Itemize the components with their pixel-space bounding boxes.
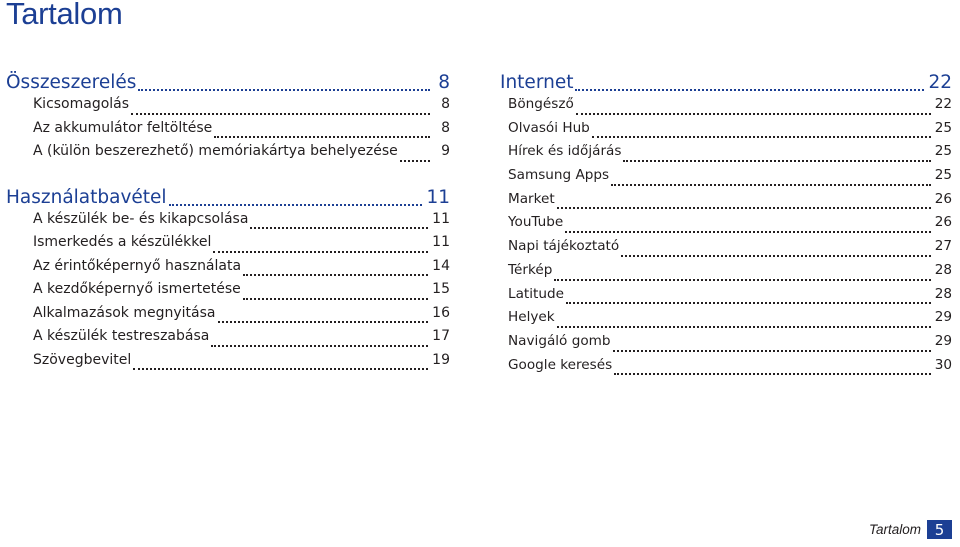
toc-entry-page: 27 [934,238,952,255]
toc-entry[interactable] [508,286,952,310]
toc-entry-page: 17 [432,328,450,344]
toc-entry-page: 8 [441,119,450,136]
toc-entry-label: Kicsomagolás [33,96,130,112]
dot-leader [131,112,430,115]
toc-entry[interactable] [33,96,450,120]
toc-entry-page: 15 [432,281,450,297]
toc-entry-page: 25 [934,119,952,136]
toc-entry[interactable] [33,258,450,282]
toc-section-heading[interactable] [6,72,450,96]
dot-leader [623,159,930,162]
dot-leader [557,325,931,328]
dot-leader [592,135,931,138]
dot-leader [554,278,930,281]
toc-section-heading[interactable] [500,72,952,96]
toc-section [6,72,450,167]
dot-leader [243,297,428,300]
dot-leader [243,273,428,276]
dot-leader [169,203,423,206]
toc-heading-page: 11 [426,186,450,208]
toc-entry-page: 29 [934,332,952,349]
toc-entry-label: A kezdőképernyő ismertetése [33,281,241,297]
toc-entry[interactable] [33,281,450,305]
dot-leader [611,183,931,186]
toc-entry-page: 22 [934,96,952,112]
toc-entry-page: 28 [934,261,952,278]
toc-entry-label: Hírek és időjárás [508,143,622,160]
toc-entry-label: Market [508,190,555,207]
toc-entry[interactable] [33,211,450,235]
toc-heading-label: Internet [500,72,574,93]
page-footer [869,520,952,539]
toc-entry[interactable] [508,238,952,262]
toc-entry-label: Szövegbevitel [33,351,132,368]
dot-leader [566,301,931,304]
footer-section-label: Tartalom [868,522,921,537]
toc-entry[interactable] [508,214,952,238]
toc-entry-label: Google keresés [508,356,613,373]
dot-leader [218,320,429,323]
toc-entry-page: 30 [934,356,952,373]
toc-section [500,72,952,380]
toc-entry[interactable] [508,333,952,357]
toc-heading-label: Használatbavétel [6,186,167,208]
toc-entry-label: A készülék testreszabása [33,328,210,344]
toc-entry[interactable] [508,167,952,191]
toc-entry-label: Térkép [508,261,553,278]
toc-entry-label: A (külön beszerezhető) memóriakártya behelyezése [33,143,398,159]
toc-entry-label: Böngésző [508,96,574,112]
toc-entry-label: Az érintőképernyő használata [33,257,242,274]
toc-entry-page: 28 [934,285,952,302]
page-number-badge: 5 [927,520,952,539]
toc-entry-label: Olvasói Hub [508,119,590,136]
toc-entry[interactable] [508,191,952,215]
toc-section-heading[interactable] [6,187,450,211]
toc-entry-page: 14 [432,257,450,274]
toc-entry-page: 26 [934,190,952,207]
toc-entry-label: Ismerkedés a készülékkel [33,234,212,250]
toc-heading-label: Összeszerelés [6,72,137,93]
dot-leader [214,135,430,138]
dot-leader [250,226,428,229]
toc-entry[interactable] [508,262,952,286]
toc-entry-label: Samsung Apps [508,167,610,184]
toc-entry-label: Helyek [508,309,555,326]
toc-right-column [500,72,952,400]
toc-entry[interactable] [33,120,450,144]
toc-entry-page: 11 [432,210,450,227]
toc-heading-page: 22 [928,72,952,93]
dot-leader [211,344,428,347]
toc-entry[interactable] [508,143,952,167]
toc-entry-label: Latitude [508,285,564,302]
toc-entry[interactable] [33,234,450,258]
dot-leader [614,372,930,375]
dot-leader [613,349,931,352]
toc-left-column [6,72,450,395]
toc-heading-page: 8 [438,72,450,93]
toc-entry-page: 25 [934,143,952,160]
dot-leader [133,367,428,370]
toc-entry-page: 16 [432,304,450,321]
toc-entry[interactable] [33,305,450,329]
toc-entry-label: Alkalmazások megnyitása [33,304,216,321]
toc-entry[interactable] [508,357,952,381]
dot-leader [576,112,931,115]
dot-leader [565,230,930,233]
toc-entry-page: 8 [441,96,450,112]
dot-leader [213,250,428,253]
toc-entry-page: 9 [441,143,450,159]
toc-entry-label: Navigáló gomb [508,332,611,349]
toc-entry-page: 11 [432,234,450,250]
toc-entry[interactable] [508,309,952,333]
dot-leader [621,254,931,257]
toc-entry-page: 29 [934,309,952,326]
toc-entry-label: A készülék be- és kikapcsolása [33,210,249,227]
page-title: Tartalom [6,0,123,31]
toc-entry-page: 26 [934,214,952,231]
toc-entry-page: 25 [934,167,952,184]
toc-entry-label: Az akkumulátor feltöltése [33,119,213,136]
dot-leader [575,88,924,91]
toc-entry[interactable] [33,143,450,167]
dot-leader [400,159,430,162]
toc-section [6,186,450,376]
toc-entry[interactable] [33,328,450,352]
toc-entry[interactable] [508,120,952,144]
toc-entry-label: YouTube [508,214,564,231]
toc-entry-label: Napi tájékoztató [508,238,620,255]
toc-entry[interactable] [508,96,952,120]
toc-entry[interactable] [33,352,450,376]
dot-leader [557,206,931,209]
toc-entry-page: 19 [432,351,450,368]
dot-leader [138,88,430,91]
